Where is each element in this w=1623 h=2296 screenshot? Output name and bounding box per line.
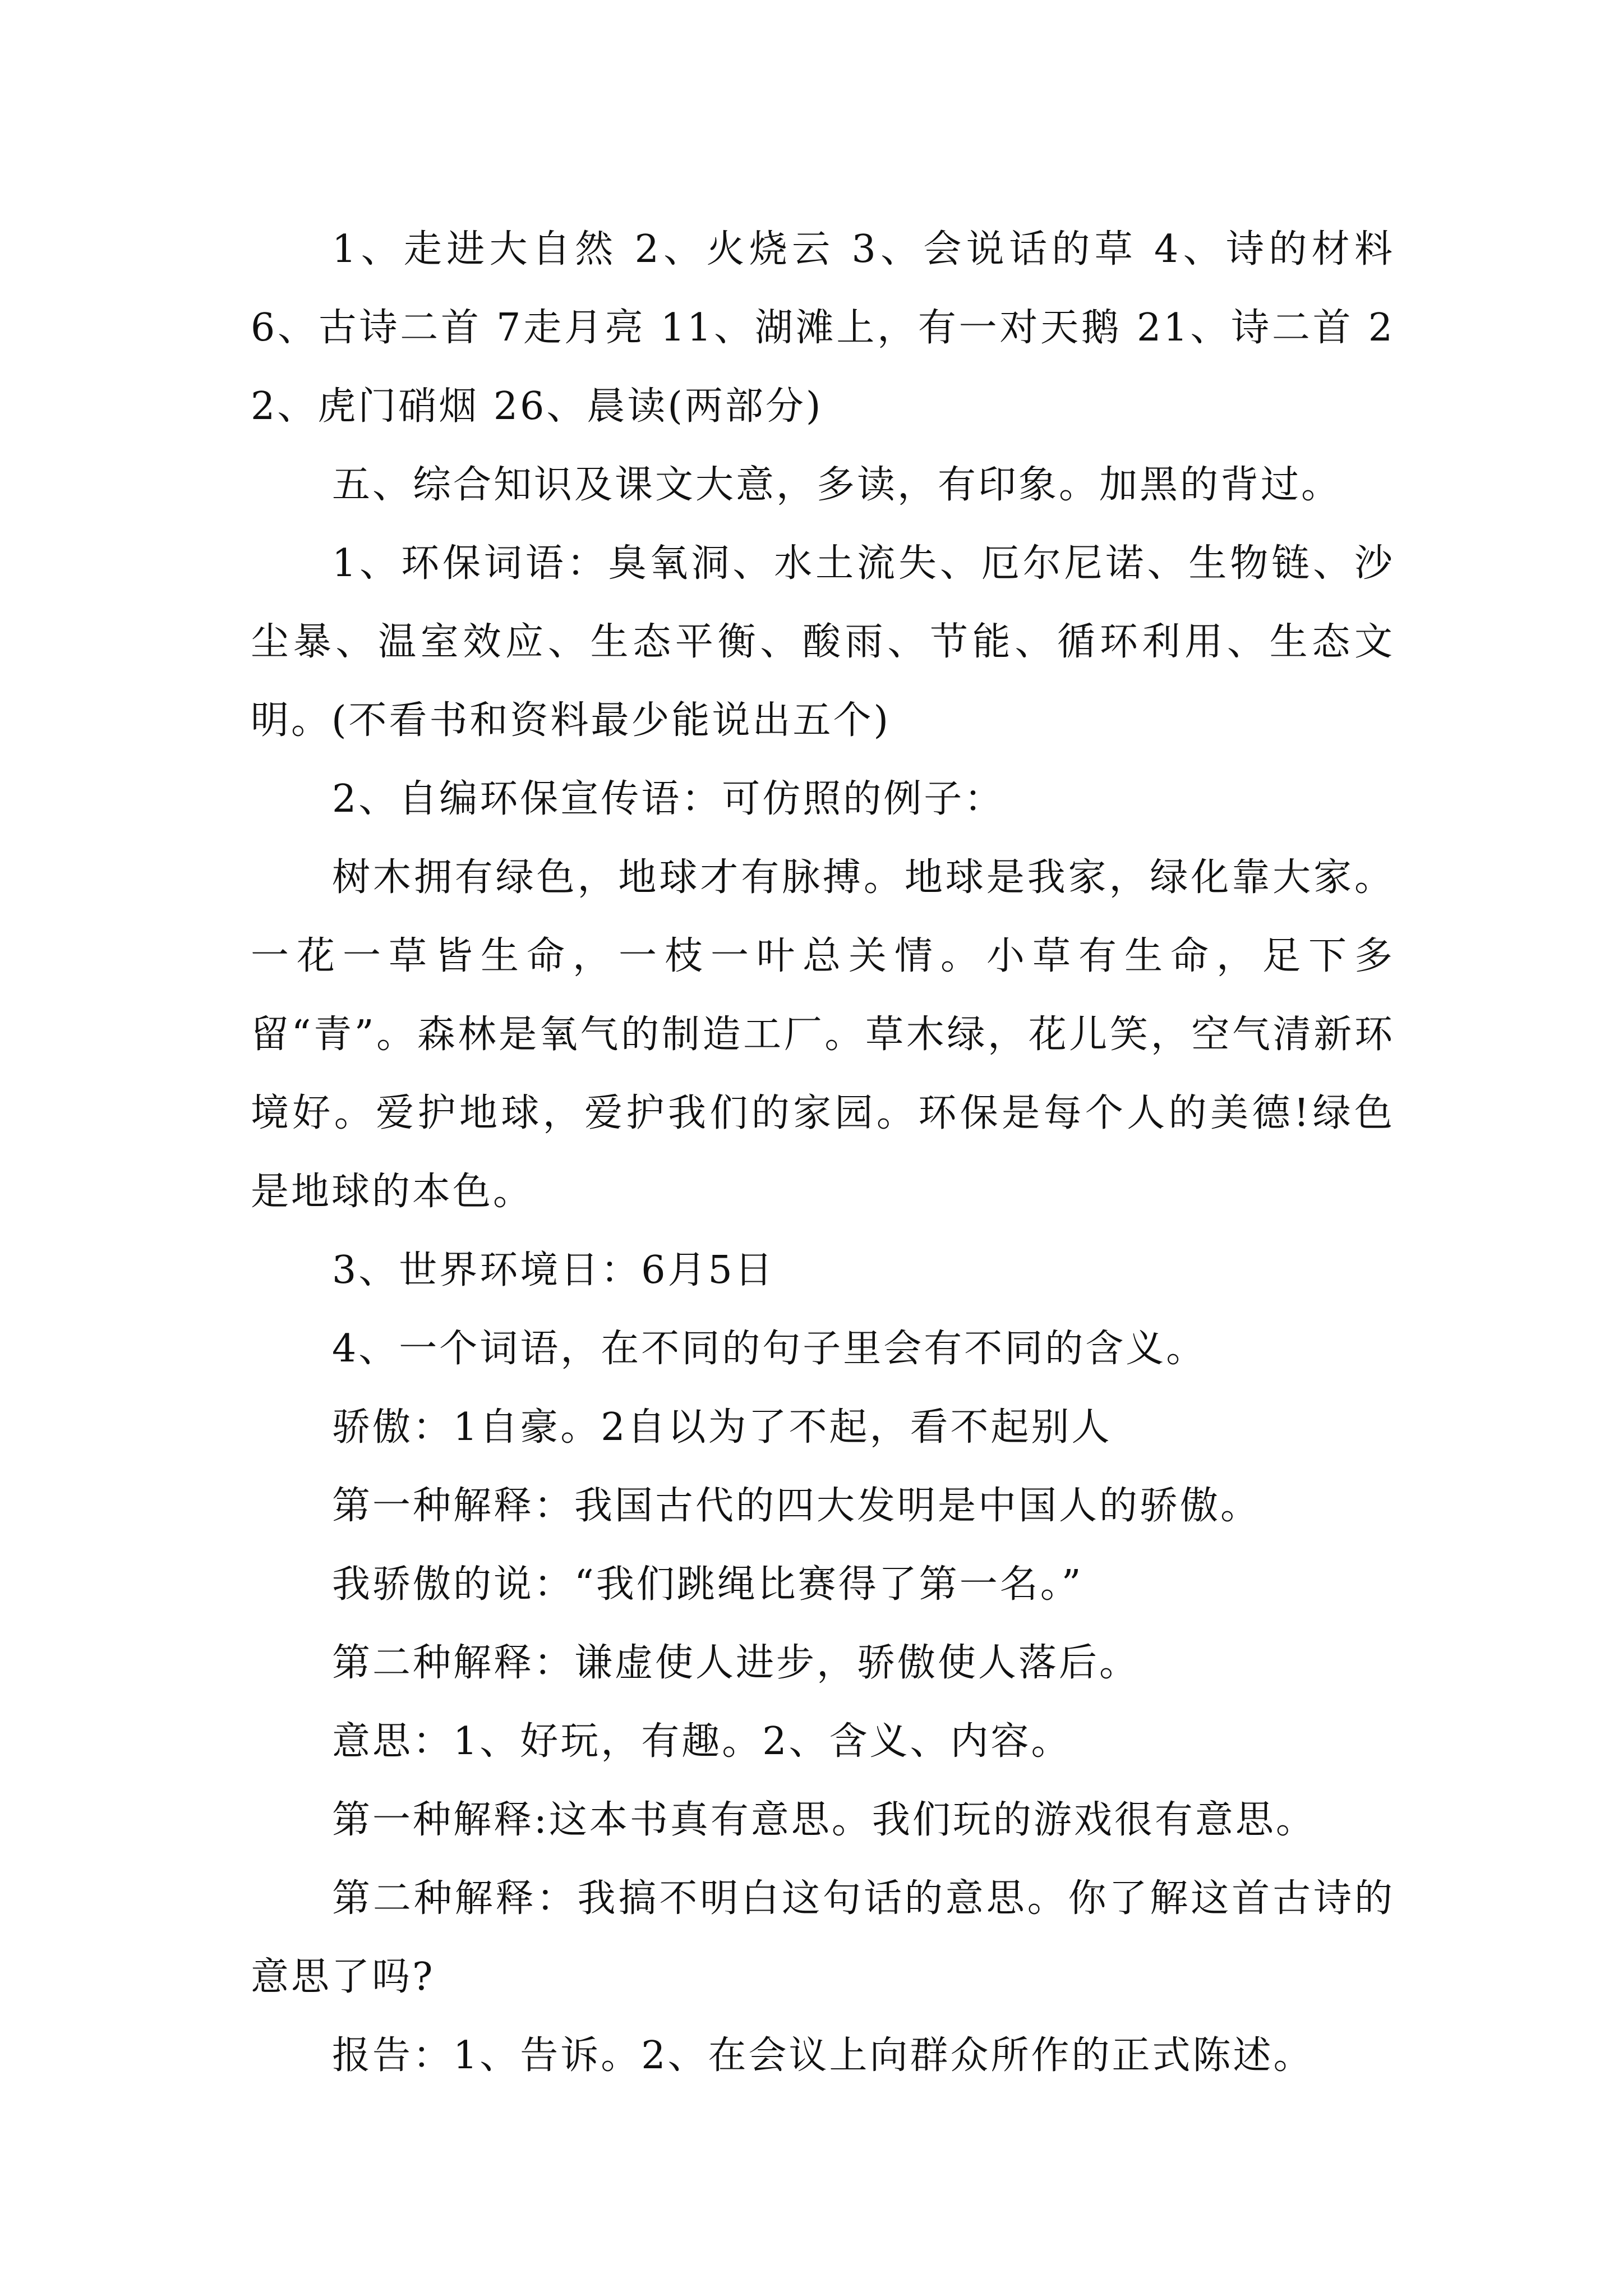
paragraph-environment-terms: 1、环保词语：臭氧洞、水土流失、厄尔尼诺、生物链、沙尘暴、温室效应、生态平衡、酸雨、节能、循环利用、生态文明。(不看书和资料最少能说出五个) bbox=[251, 541, 1395, 743]
paragraph-yisi-example-2: 第二种解释：我搞不明白这句话的意思。你了解这首古诗的意思了吗? bbox=[251, 1876, 1395, 1999]
paragraph-baogao-definition: 报告：1、告诉。2、在会议上向群众所作的正式陈述。 bbox=[332, 2033, 1314, 2078]
paragraph-jiaoao-example-1: 第一种解释：我国古代的四大发明是中国人的骄傲。 bbox=[332, 1484, 1261, 1528]
paragraph-yisi-definition: 意思：1、好玩，有趣。2、含义、内容。 bbox=[332, 1719, 1072, 1764]
paragraph-environment-day: 3、世界环境日：6月5日 bbox=[332, 1248, 775, 1292]
paragraph-word-meanings-intro: 4、一个词语，在不同的句子里会有不同的含义。 bbox=[332, 1327, 1207, 1371]
document-body bbox=[251, 210, 1395, 2095]
paragraph-section-five-heading: 五、综合知识及课文大意，多读，有印象。加黑的背过。 bbox=[332, 463, 1342, 507]
paragraph-jiaoao-example-1b: 我骄傲的说：“我们跳绳比赛得了第一名。” bbox=[332, 1562, 1083, 1607]
paragraph-jiaoao-example-2: 第二种解释：谦虚使人进步，骄傲使人落后。 bbox=[332, 1641, 1140, 1685]
paragraph-jiaoao-definition: 骄傲：1自豪。2自以为了不起，看不起别人 bbox=[332, 1405, 1112, 1450]
paragraph-lesson-list: 1、走进大自然 2、火烧云 3、会说话的草 4、诗的材料 6、古诗二首 7走月亮 11、湖滩上，有一对天鹅 21、诗二首 22、虎门硝烟 26、晨读(两部分) bbox=[251, 227, 1395, 429]
paragraph-slogan-heading: 2、自编环保宣传语：可仿照的例子： bbox=[332, 777, 1005, 821]
paragraph-slogan-examples: 树木拥有绿色，地球才有脉搏。地球是我家，绿化靠大家。一花一草皆生命，一枝一叶总关情。小草有生命，足下多留“青”。森林是氧气的制造工厂。草木绿，花儿笑，空气清新环境好。爱护地球，爱护我们的家园。环保是每个人的美德!绿色是地球的本色。 bbox=[251, 855, 1395, 1214]
paragraph-yisi-example-1: 第一种解释:这本书真有意思。我们玩的游戏很有意思。 bbox=[332, 1798, 1316, 1842]
